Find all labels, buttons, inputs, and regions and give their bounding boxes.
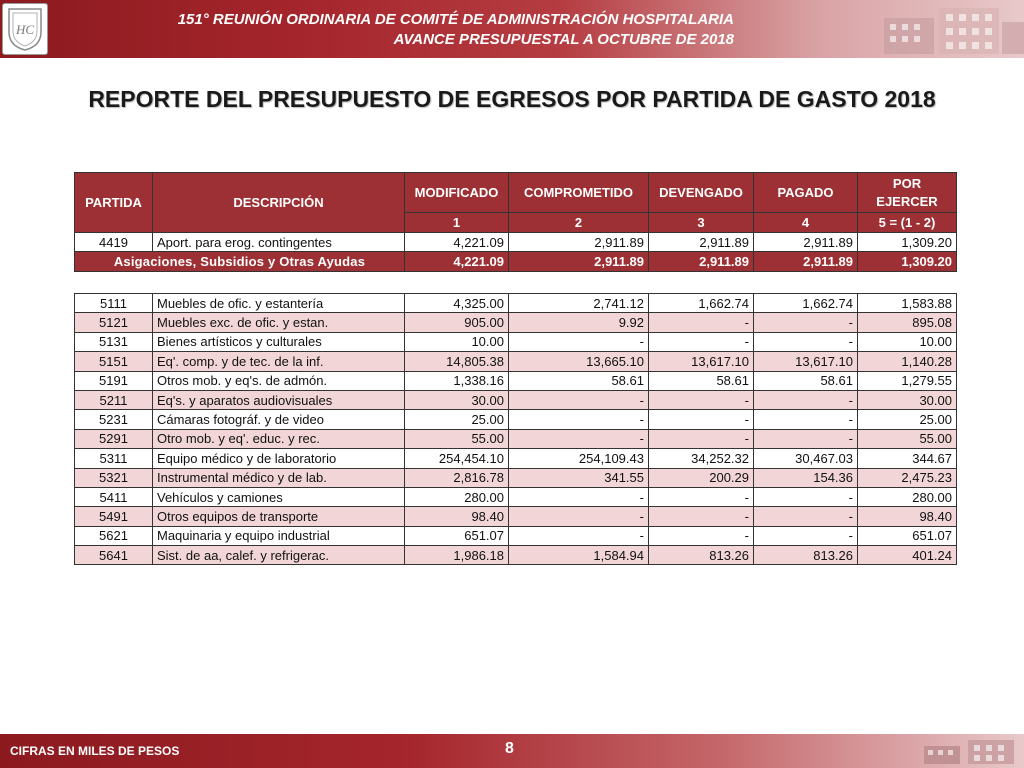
- cell-modificado: 4,221.09: [405, 233, 509, 252]
- cell-modificado: 14,805.38: [405, 352, 509, 371]
- cell-comprometido: -: [509, 410, 649, 429]
- cell-pagado: -: [754, 526, 858, 545]
- cell-partida: 5641: [75, 546, 153, 565]
- cell-comprometido: 2,911.89: [509, 233, 649, 252]
- cell-comprometido: 254,109.43: [509, 449, 649, 468]
- cell-por-ejercer: 895.08: [858, 313, 957, 332]
- cell-modificado: 10.00: [405, 332, 509, 351]
- cell-por-ejercer: 1,279.55: [858, 371, 957, 390]
- header-text: [178, 10, 734, 50]
- cell-por-ejercer: 344.67: [858, 449, 957, 468]
- cell-pagado: -: [754, 507, 858, 526]
- table-row: [75, 390, 957, 409]
- cell-partida: 5121: [75, 313, 153, 332]
- cell-partida: 5491: [75, 507, 153, 526]
- cell-por-ejercer: 401.24: [858, 546, 957, 565]
- cell-devengado: -: [649, 487, 754, 506]
- cell-pagado: -: [754, 410, 858, 429]
- cell-modificado: 30.00: [405, 390, 509, 409]
- cell-por-ejercer: 30.00: [858, 390, 957, 409]
- table-row: [75, 507, 957, 526]
- cell-partida: 5621: [75, 526, 153, 545]
- cell-comprometido: -: [509, 487, 649, 506]
- column-index: 1: [405, 213, 509, 233]
- column-header-comprometido: COMPROMETIDO: [509, 173, 649, 213]
- column-index: 4: [754, 213, 858, 233]
- table-row: [75, 332, 957, 351]
- cell-descripcion: Equipo médico y de laboratorio: [153, 449, 405, 468]
- cell-pagado: -: [754, 313, 858, 332]
- cell-por-ejercer: 2,475.23: [858, 468, 957, 487]
- cell-por-ejercer: 1,140.28: [858, 352, 957, 371]
- cell-por-ejercer: 280.00: [858, 487, 957, 506]
- table-row: [75, 313, 957, 332]
- page-number: 8: [505, 740, 514, 757]
- cell-por-ejercer: 651.07: [858, 526, 957, 545]
- total-row: [75, 252, 957, 271]
- cell-comprometido: 58.61: [509, 371, 649, 390]
- cell-modificado: 25.00: [405, 410, 509, 429]
- table-row: [75, 487, 957, 506]
- cell-partida: 5411: [75, 487, 153, 506]
- cell-devengado: -: [649, 410, 754, 429]
- table-row: [75, 429, 957, 448]
- cell-partida: 5111: [75, 294, 153, 313]
- cell-devengado: 813.26: [649, 546, 754, 565]
- cell-comprometido: 13,665.10: [509, 352, 649, 371]
- cell-comprometido: 9.92: [509, 313, 649, 332]
- cell-pagado: -: [754, 487, 858, 506]
- cell-pagado: -: [754, 429, 858, 448]
- budget-table-body: [75, 294, 957, 565]
- cell-modificado: 651.07: [405, 526, 509, 545]
- cell-modificado: 1,338.16: [405, 371, 509, 390]
- table-row: [75, 526, 957, 545]
- cell-modificado: 254,454.10: [405, 449, 509, 468]
- cell-por-ejercer: 10.00: [858, 332, 957, 351]
- total-comprometido: 2,911.89: [509, 252, 649, 271]
- cell-descripcion: Cámaras fotográf. y de video: [153, 410, 405, 429]
- cell-descripcion: Otros mob. y eq's. de admón.: [153, 371, 405, 390]
- cell-devengado: -: [649, 332, 754, 351]
- total-pagado: 2,911.89: [754, 252, 858, 271]
- table-row: [75, 352, 957, 371]
- column-header-pagado: PAGADO: [754, 173, 858, 213]
- cell-partida: 4419: [75, 233, 153, 252]
- cell-descripcion: Otro mob. y eq'. educ. y rec.: [153, 429, 405, 448]
- cell-por-ejercer: 98.40: [858, 507, 957, 526]
- report-period: AVANCE PRESUPUESTAL A OCTUBRE DE 2018: [393, 31, 734, 48]
- cell-pagado: 154.36: [754, 468, 858, 487]
- cell-devengado: 58.61: [649, 371, 754, 390]
- cell-modificado: 2,816.78: [405, 468, 509, 487]
- header-row: [75, 173, 957, 213]
- cell-comprometido: -: [509, 507, 649, 526]
- cell-comprometido: -: [509, 429, 649, 448]
- total-label: Asigaciones, Subsidios y Otras Ayudas: [75, 252, 405, 271]
- total-devengado: 2,911.89: [649, 252, 754, 271]
- budget-table-bienes: [74, 293, 957, 565]
- cell-descripcion: Maquinaria y equipo industrial: [153, 526, 405, 545]
- cell-comprometido: 2,741.12: [509, 294, 649, 313]
- cell-devengado: -: [649, 429, 754, 448]
- cell-partida: 5291: [75, 429, 153, 448]
- footer-note: CIFRAS EN MILES DE PESOS: [10, 744, 180, 758]
- cell-devengado: -: [649, 390, 754, 409]
- cell-por-ejercer: 25.00: [858, 410, 957, 429]
- svg-text:HC: HC: [15, 22, 35, 37]
- cell-partida: 5231: [75, 410, 153, 429]
- cell-pagado: 1,662.74: [754, 294, 858, 313]
- cell-descripcion: Vehículos y camiones: [153, 487, 405, 506]
- cell-por-ejercer: 1,309.20: [858, 233, 957, 252]
- institution-logo: [2, 3, 48, 55]
- cell-comprometido: 1,584.94: [509, 546, 649, 565]
- column-header-descripcion: DESCRIPCIÓN: [153, 173, 405, 233]
- cell-partida: 5211: [75, 390, 153, 409]
- cell-pagado: 2,911.89: [754, 233, 858, 252]
- cell-devengado: 34,252.32: [649, 449, 754, 468]
- cell-devengado: 1,662.74: [649, 294, 754, 313]
- cell-descripcion: Eq'. comp. y de tec. de la inf.: [153, 352, 405, 371]
- cell-por-ejercer: 55.00: [858, 429, 957, 448]
- cell-pagado: 30,467.03: [754, 449, 858, 468]
- column-index: 2: [509, 213, 649, 233]
- cell-partida: 5321: [75, 468, 153, 487]
- cell-descripcion: Otros equipos de transporte: [153, 507, 405, 526]
- footer-emblem-icon: [920, 736, 1020, 766]
- cell-modificado: 98.40: [405, 507, 509, 526]
- cell-partida: 5191: [75, 371, 153, 390]
- cell-comprometido: -: [509, 332, 649, 351]
- cell-comprometido: 341.55: [509, 468, 649, 487]
- cell-pagado: -: [754, 332, 858, 351]
- cell-descripcion: Sist. de aa, calef. y refrigerac.: [153, 546, 405, 565]
- cell-pagado: 13,617.10: [754, 352, 858, 371]
- total-por-ejercer: 1,309.20: [858, 252, 957, 271]
- cell-devengado: 200.29: [649, 468, 754, 487]
- cell-modificado: 280.00: [405, 487, 509, 506]
- meeting-title: 151° REUNIÓN ORDINARIA DE COMITÉ DE ADMINISTRACIÓN HOSPITALARIA: [177, 11, 734, 28]
- cell-modificado: 1,986.18: [405, 546, 509, 565]
- column-index: 3: [649, 213, 754, 233]
- column-header-modificado: MODIFICADO: [405, 173, 509, 213]
- table-row: [75, 468, 957, 487]
- cell-devengado: 2,911.89: [649, 233, 754, 252]
- cell-descripcion: Instrumental médico y de lab.: [153, 468, 405, 487]
- cell-comprometido: -: [509, 390, 649, 409]
- cell-descripcion: Eq's. y aparatos audiovisuales: [153, 390, 405, 409]
- column-header-partida: PARTIDA: [75, 173, 153, 233]
- cell-devengado: 13,617.10: [649, 352, 754, 371]
- cell-partida: 5151: [75, 352, 153, 371]
- budget-table-asignaciones: [74, 172, 957, 272]
- cell-partida: 5311: [75, 449, 153, 468]
- shield-icon: [5, 6, 45, 52]
- cell-por-ejercer: 1,583.88: [858, 294, 957, 313]
- table-row: [75, 371, 957, 390]
- column-header-devengado: DEVENGADO: [649, 173, 754, 213]
- cell-modificado: 905.00: [405, 313, 509, 332]
- table-row: [75, 449, 957, 468]
- cell-devengado: -: [649, 313, 754, 332]
- table-row: [75, 546, 957, 565]
- cell-partida: 5131: [75, 332, 153, 351]
- cell-comprometido: -: [509, 526, 649, 545]
- cell-pagado: -: [754, 390, 858, 409]
- column-header-por-ejercer: POR EJERCER: [858, 173, 957, 213]
- table-row: [75, 294, 957, 313]
- cell-descripcion: Aport. para erog. contingentes: [153, 233, 405, 252]
- table-row: [75, 233, 957, 252]
- cell-descripcion: Muebles exc. de ofic. y estan.: [153, 313, 405, 332]
- total-modificado: 4,221.09: [405, 252, 509, 271]
- building-illustration-icon: [864, 0, 1024, 58]
- cell-modificado: 55.00: [405, 429, 509, 448]
- cell-descripcion: Muebles de ofic. y estantería: [153, 294, 405, 313]
- cell-devengado: -: [649, 526, 754, 545]
- table-row: [75, 410, 957, 429]
- column-index: 5 = (1 - 2): [858, 213, 957, 233]
- cell-pagado: 58.61: [754, 371, 858, 390]
- cell-devengado: -: [649, 507, 754, 526]
- page-title: REPORTE DEL PRESUPUESTO DE EGRESOS POR PARTIDA DE GASTO 2018: [88, 86, 936, 112]
- cell-descripcion: Bienes artísticos y culturales: [153, 332, 405, 351]
- cell-pagado: 813.26: [754, 546, 858, 565]
- cell-modificado: 4,325.00: [405, 294, 509, 313]
